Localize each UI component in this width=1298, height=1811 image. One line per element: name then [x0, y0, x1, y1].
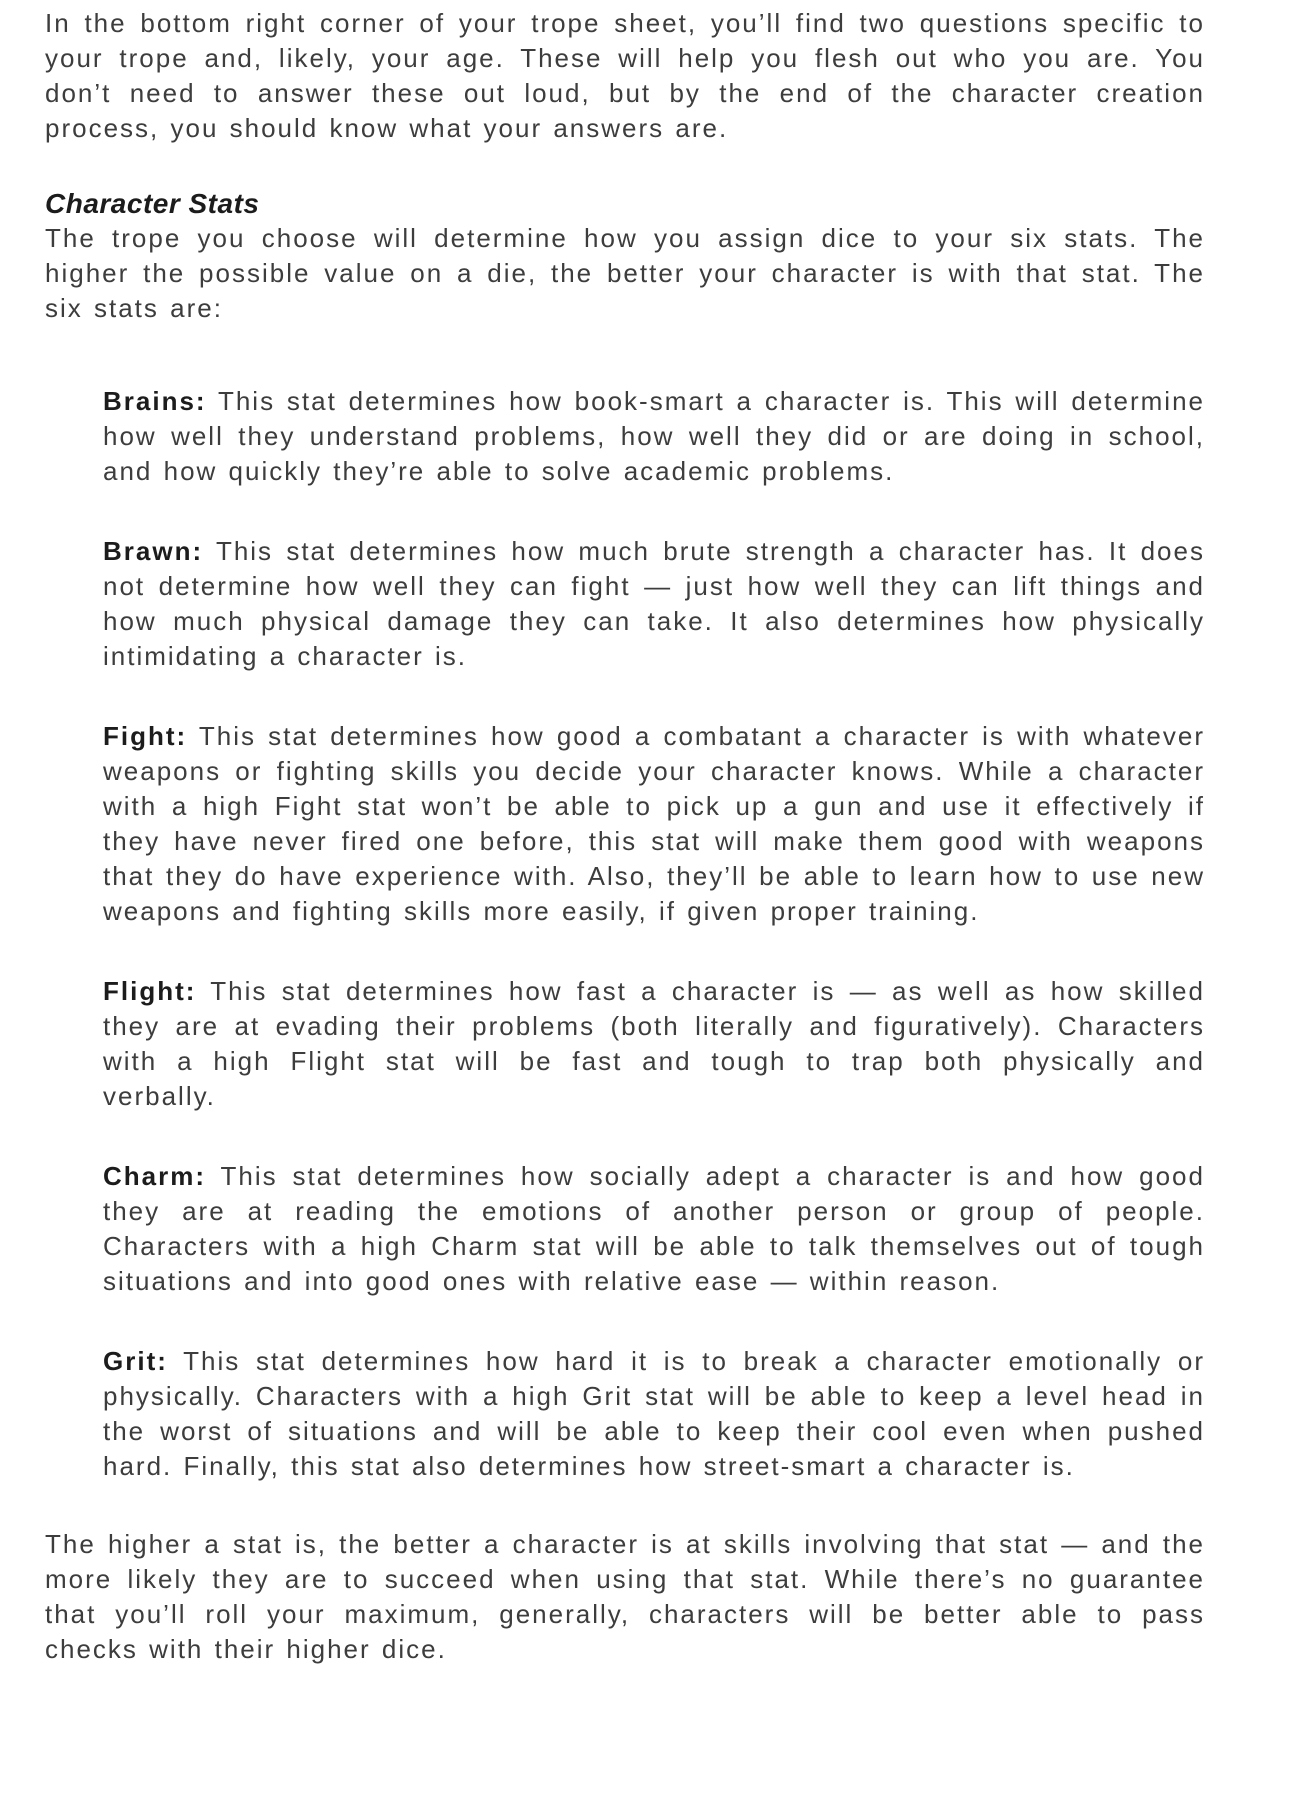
stat-item-fight: [103, 719, 1205, 929]
stat-item-brains: [103, 384, 1205, 489]
stat-item-brawn: [103, 534, 1205, 674]
stat-description-charm: This stat determines how socially adept a character is and how good they are at reading the emotions of another person or group of people. Characters with a high Charm stat will be able to talk themselves out of tough situations and into good ones with relative ease — within reason.: [103, 1161, 1205, 1296]
lead-paragraph: The trope you choose will determine how you assign dice to your six stats. The higher the possible value on a die, the better your character is with that stat. The six stats are:: [45, 223, 1205, 323]
stat-description-brains: This stat determines how book-smart a character is. This will determine how well they understand problems, how well they did or are doing in school, and how quickly they’re able to solve academic problems.: [103, 386, 1205, 486]
stat-item-grit: [103, 1344, 1205, 1484]
closing-paragraph: The higher a stat is, the better a character is at skills involving that stat — and the more likely they are to succeed when using that stat. While there’s no guarantee that you’ll roll your maximum, generally, characters will be better able to pass checks with their higher dice.: [45, 1529, 1205, 1664]
stat-item-flight: [103, 974, 1205, 1114]
stat-name-fight: Fight:: [103, 721, 188, 751]
stat-name-flight: Flight:: [103, 976, 197, 1006]
stats-list: [45, 384, 1205, 1484]
stat-description-flight: This stat determines how fast a character is — as well as how skilled they are at evading their problems (both literally and figuratively). Characters with a high Flight stat will be fast and tough to trap both physically and verbally.: [103, 976, 1205, 1111]
stat-description-fight: This stat determines how good a combatant a character is with whatever weapons or fighting skills you decide your character knows. While a character with a high Fight stat won’t be able to pick up a gun and use it effectively if they have never fired one before, this stat will make them good with weapons that they do have experience with. Also, they’ll be able to learn how to use new weapons and fighting skills more easily, if given proper training.: [103, 721, 1205, 926]
stat-name-brawn: Brawn:: [103, 536, 204, 566]
stat-name-brains: Brains:: [103, 386, 207, 416]
stat-name-charm: Charm:: [103, 1161, 207, 1191]
section-heading-character-stats: Character Stats: [45, 188, 260, 219]
stat-description-grit: This stat determines how hard it is to break a character emotionally or physically. Characters with a high Grit stat will be able to keep a level head in the worst of situations and will be able to keep their cool even when pushed hard. Finally, this stat also determines how street-smart a character is.: [103, 1346, 1205, 1481]
stat-name-grit: Grit:: [103, 1346, 168, 1376]
stat-description-brawn: This stat determines how much brute strength a character has. It does not determine how well they can fight — just how well they can lift things and how much physical damage they can take. It also determines how physically intimidating a character is.: [103, 536, 1205, 671]
stat-item-charm: [103, 1159, 1205, 1299]
intro-paragraph: In the bottom right corner of your trope sheet, you’ll find two questions specific to your trope and, likely, your age. These will help you flesh out who you are. You don’t need to answer these out loud, but by the end of the character creation process, you should know what your answers are.: [45, 8, 1205, 143]
